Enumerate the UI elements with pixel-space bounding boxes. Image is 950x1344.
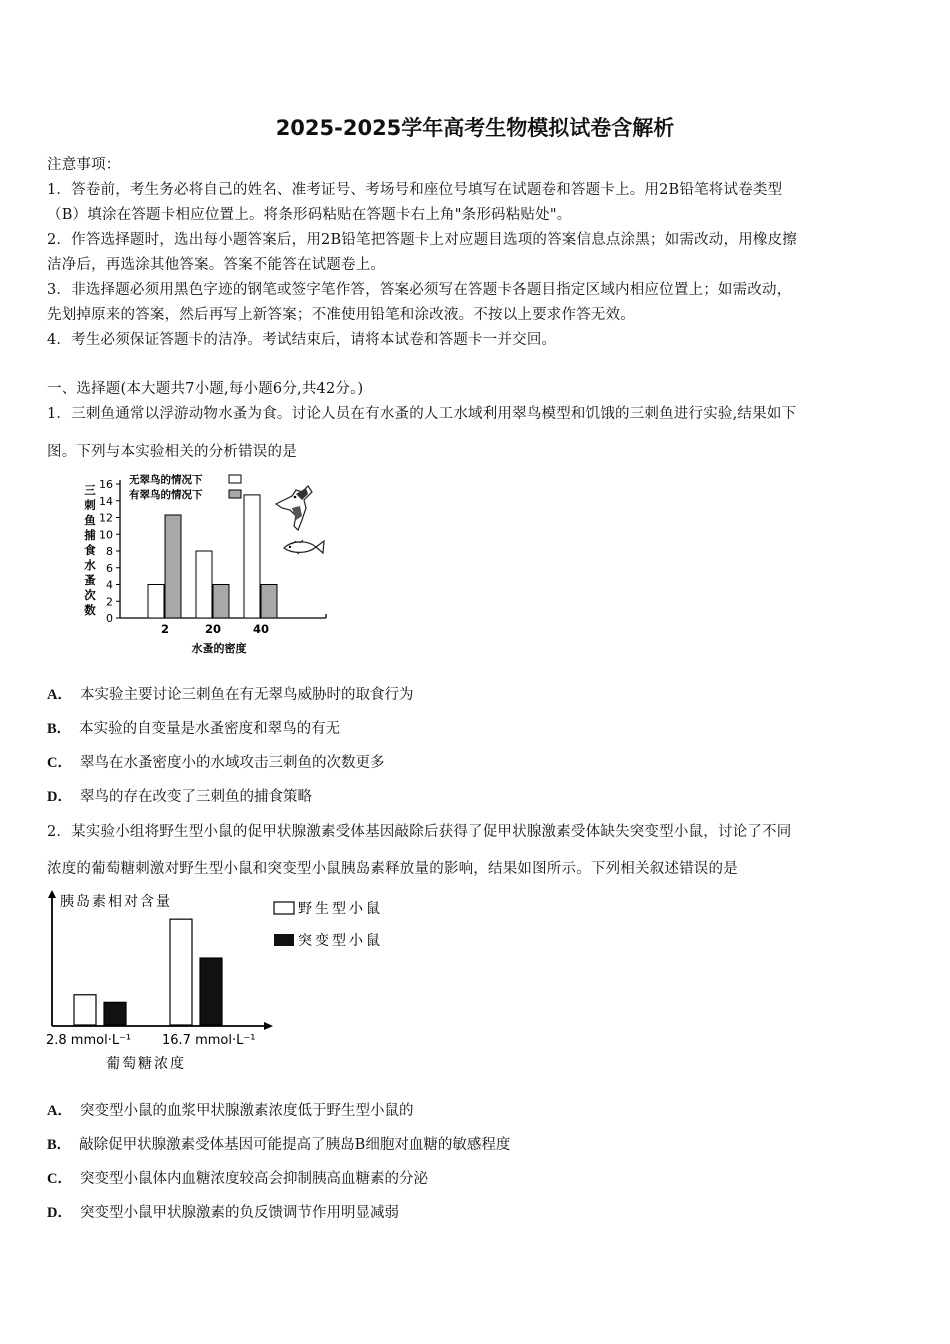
y-tick-label: 2: [106, 595, 113, 609]
option-key: A．: [47, 1103, 72, 1119]
question-1-stem: 1．三刺鱼通常以浮游动物水蚤为食。讨论人员在有水蚤的人工水域利用翠鸟模型和饥饿的三刺鱼进行实验,结果如下: [47, 406, 797, 422]
y-tick-label: 12: [99, 511, 113, 525]
option-text: 突变型小鼠的血浆甲状腺激素浓度低于野生型小鼠的: [79, 1103, 414, 1119]
category-label: 2: [160, 622, 170, 636]
y-axis-label-char: 数: [84, 603, 96, 617]
option-text: 翠鸟在水蚤密度小的水域攻击三刺鱼的次数更多: [79, 755, 385, 771]
q2-option-b[interactable]: [47, 1133, 510, 1154]
option-key: D．: [47, 789, 72, 805]
chart-1-legend: [129, 473, 241, 501]
chart-1: [76, 468, 356, 660]
bar: [261, 585, 277, 619]
option-text: 突变型小鼠体内血糖浓度较高会抑制胰高血糖素的分泌: [79, 1171, 428, 1187]
option-text: 翠鸟的存在改变了三刺鱼的捕食策略: [79, 789, 312, 805]
y-axis-label-char: 蚤: [84, 573, 96, 587]
bar: [213, 585, 229, 619]
question-1-stem: 图。下列与本实验相关的分析错误的是: [47, 444, 297, 460]
chart-2-xlabel: 葡萄糖浓度: [106, 1056, 186, 1072]
q1-option-a[interactable]: [47, 683, 413, 704]
y-tick-label: 6: [106, 561, 113, 575]
option-text: 敲除促甲状腺激素受体基因可能提高了胰岛B细胞对血糖的敏感程度: [79, 1137, 511, 1153]
notice-line: 1．答卷前，考生务必将自己的姓名、准考证号、考场号和座位号填写在试题卷和答题卡上。用2B铅笔将试卷类型: [47, 182, 783, 198]
question-2-stem: 浓度的葡萄糖刺激对野生型小鼠和突变型小鼠胰岛素释放量的影响，结果如图所示。下列相关叙述错误的是: [47, 861, 738, 877]
question-2-stem: 2．某实验小组将野生型小鼠的促甲状腺激素受体基因敲除后获得了促甲状腺激素受体缺失突变型小鼠，讨论了不同: [47, 824, 792, 840]
legend-label: 突变型小鼠: [298, 933, 383, 949]
legend-swatch: [274, 934, 294, 946]
y-tick-label: 16: [99, 478, 113, 491]
chart-1-xlabel: 水蚤的密度: [191, 642, 247, 655]
y-axis-label-char: 食: [84, 543, 96, 557]
y-axis-label-char: 刺: [84, 498, 96, 512]
bar: [196, 551, 212, 618]
notice-line: 先划掉原来的答案，然后再写上新答案；不准使用铅笔和涂改液。不按以上要求作答无效。: [47, 307, 635, 323]
option-text: 本实验主要讨论三刺鱼在有无翠鸟威胁时的取食行为: [79, 687, 414, 703]
bar: [104, 1002, 126, 1025]
notice-line: 3．非选择题必须用黑色字迹的钢笔或签字笔作答，答案必须写在答题卡各题目指定区域内相应位置上；如需改动，: [47, 282, 792, 298]
y-tick-label: 10: [99, 528, 113, 542]
chart-2: [44, 888, 404, 1078]
q1-option-d[interactable]: [47, 785, 312, 806]
y-axis-label-char: 次: [84, 588, 96, 602]
bar: [244, 495, 260, 618]
option-key: C．: [47, 1171, 72, 1187]
option-text: 突变型小鼠甲状腺激素的负反馈调节作用明显减弱: [79, 1205, 399, 1221]
y-tick-label: 14: [99, 494, 113, 508]
notice-line: 4．考生必须保证答题卡的洁净。考试结束后，请将本试卷和答题卡一并交回。: [47, 332, 557, 348]
option-key: B．: [47, 721, 72, 737]
category-label: 20: [204, 622, 222, 636]
fish-icon: [284, 540, 324, 554]
category-label: 16.7 mmol·L⁻¹: [162, 1033, 256, 1048]
notice-line: 2．作答选择题时，选出每小题答案后，用2B铅笔把答题卡上对应题目选项的答案信息点涂黑；如需改动，用橡皮擦: [47, 232, 798, 248]
notice-line: 洁净后，再选涂其他答案。答案不能答在试题卷上。: [47, 257, 386, 273]
y-tick-label: 0: [106, 612, 113, 625]
bar: [170, 919, 192, 1025]
legend-swatch: [229, 475, 241, 483]
option-key: D．: [47, 1205, 72, 1221]
legend-label: 有翠鸟的情况下: [129, 489, 203, 501]
category-label: 2.8 mmol·L⁻¹: [46, 1033, 132, 1048]
legend-label: 野生型小鼠: [298, 901, 383, 917]
legend-swatch: [274, 902, 294, 914]
notice-heading: 注意事项：: [47, 157, 121, 173]
y-axis-label-char: 三: [84, 483, 96, 497]
chart-2-legend: [274, 900, 383, 949]
notice-line: （B）填涂在答题卡相应位置上。将条形码粘贴在答题卡右上角"条形码粘贴处"。: [47, 207, 572, 223]
q1-option-c[interactable]: [47, 751, 384, 772]
q2-option-d[interactable]: [47, 1201, 399, 1222]
y-axis-label-char: 水: [84, 558, 96, 572]
chart-1-ylabel: [83, 483, 96, 617]
chart-2-ylabel: 胰岛素相对含量: [60, 894, 172, 910]
bar: [74, 995, 96, 1025]
y-tick-label: 4: [106, 578, 113, 592]
category-label: 40: [252, 622, 270, 636]
bar: [165, 515, 181, 618]
option-key: B．: [47, 1137, 72, 1153]
option-text: 本实验的自变量是水蚤密度和翠鸟的有无: [79, 721, 341, 737]
legend-swatch: [229, 490, 241, 498]
y-axis-label-char: 鱼: [84, 513, 96, 527]
bar: [200, 958, 222, 1025]
q1-option-b[interactable]: [47, 717, 340, 738]
legend-label: 无翠鸟的情况下: [129, 474, 203, 486]
page-title: 2025-2025学年高考生物模拟试卷含解析: [275, 116, 675, 140]
q2-option-c[interactable]: [47, 1167, 428, 1188]
option-key: C．: [47, 755, 72, 771]
bar: [148, 585, 164, 619]
y-tick-label: 8: [106, 545, 113, 558]
section-heading: 一、选择题(本大题共7小题,每小题6分,共42分。): [47, 381, 364, 397]
q2-option-a[interactable]: [47, 1099, 413, 1120]
y-axis-label-char: 捕: [84, 528, 96, 542]
kingfisher-icon: [276, 486, 312, 530]
option-key: A．: [47, 687, 72, 703]
